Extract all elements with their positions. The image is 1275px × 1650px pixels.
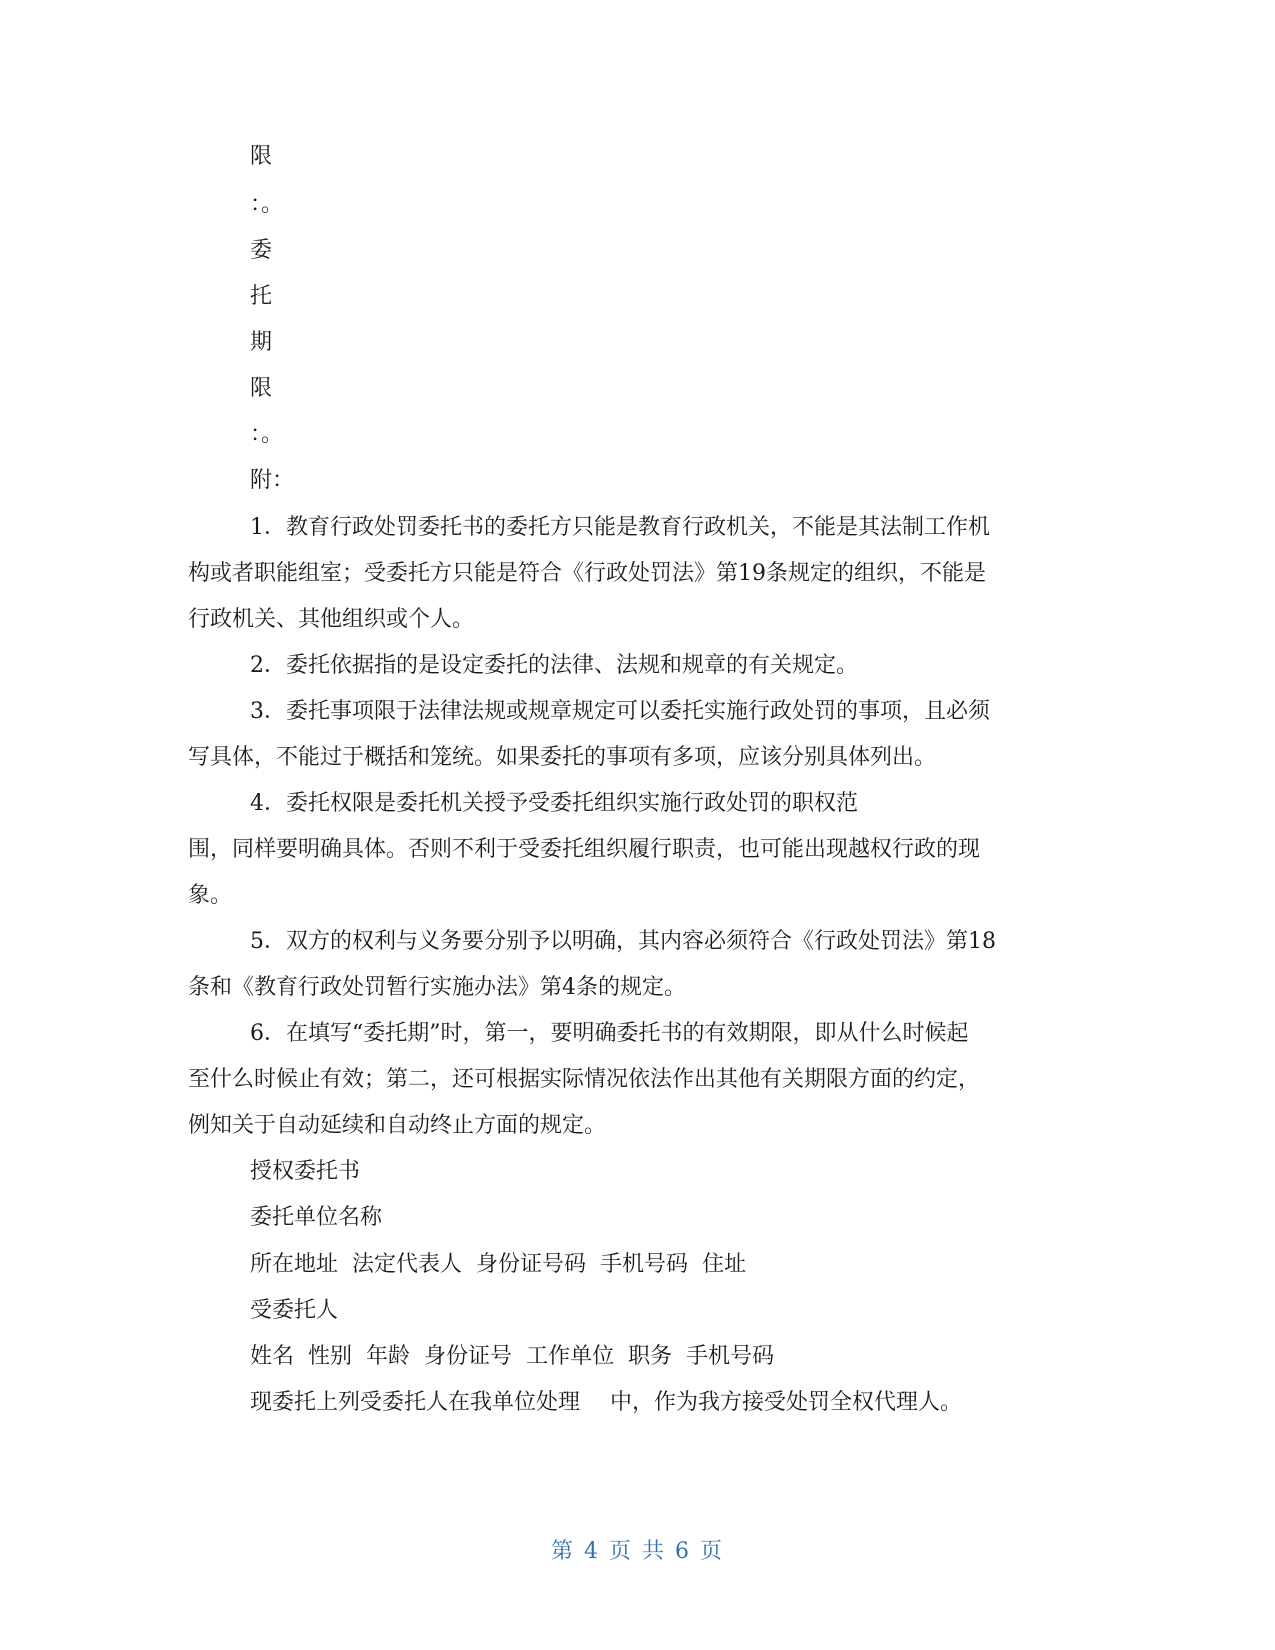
vertical-char: 期 [250,330,273,355]
note-4-line-1: 4．委托权限是委托机关授予受委托组织实施行政处罚的职权范 [250,791,858,816]
note-5-line-2: 条和《教育行政处罚暂行实施办法》第4条的规定。 [188,975,686,1000]
field-position: 职务 [628,1344,673,1369]
note-1-line-1: 1．教育行政处罚委托书的委托方只能是教育行政机关，不能是其法制工作机 [250,515,990,540]
field-name: 姓名 [250,1344,295,1369]
field-gender: 性别 [308,1344,353,1369]
note-4-line-3: 象。 [188,883,233,908]
agent-label: 受委托人 [250,1298,339,1323]
note-3-line-2: 写具体，不能过于概括和笼统。如果委托的事项有多项，应该分别具体列出。 [188,745,937,770]
form-title: 授权委托书 [250,1159,361,1184]
vertical-char: 委 [250,238,273,263]
field-legal-rep: 法定代表人 [352,1252,463,1277]
field-address: 所在地址 [250,1252,339,1277]
vertical-char: ：。 [250,422,284,447]
vertical-char: 托 [250,284,273,309]
note-6-line-1: 6．在填写“委托期”时，第一，要明确委托书的有效期限，即从什么时候起 [250,1021,969,1046]
note-2: 2．委托依据指的是设定委托的法律、法规和规章的有关规定。 [250,653,858,678]
page-number-footer: 第 4 页 共 6 页 [551,1539,724,1564]
vertical-char: 限 [250,144,273,169]
field-mobile: 手机号码 [686,1344,775,1369]
note-1-line-3: 行政机关、其他组织或个人。 [188,607,475,632]
field-id-number: 身份证号码 [476,1252,587,1277]
vertical-char: ：。 [250,192,284,217]
note-3-line-1: 3．委托事项限于法律法规或规章规定可以委托实施行政处罚的事项，且必须 [250,699,990,724]
vertical-char: 限 [250,376,273,401]
authorization-statement [250,1388,962,1418]
note-6-line-2: 至什么时候止有效；第二，还可根据实际情况依法作出其他有关期限方面的约定， [188,1067,981,1092]
statement-part-1: 现委托上列受委托人在我单位处理 [250,1390,581,1415]
note-5-line-1: 5．双方的权利与义务要分别予以明确，其内容必须符合《行政处罚法》第18 [250,929,996,954]
note-6-line-3: 例知关于自动延续和自动终止方面的规定。 [188,1113,607,1138]
agent-fields-row [250,1342,774,1372]
note-1-line-2: 构或者职能组室；受委托方只能是符合《行政处罚法》第19条规定的组织，不能是 [188,561,986,586]
field-id: 身份证号 [424,1344,513,1369]
statement-part-2: 中，作为我方接受处罚全权代理人。 [610,1390,963,1415]
note-4-line-2: 围，同样要明确具体。否则不利于受委托组织履行职责，也可能出现越权行政的现 [188,837,981,862]
field-age: 年龄 [366,1344,411,1369]
appendix-heading: 附： [250,468,295,493]
field-employer: 工作单位 [526,1344,615,1369]
unit-fields-row [250,1250,746,1280]
field-residence: 住址 [702,1252,747,1277]
unit-name-label: 委托单位名称 [250,1205,383,1230]
field-phone: 手机号码 [600,1252,689,1277]
